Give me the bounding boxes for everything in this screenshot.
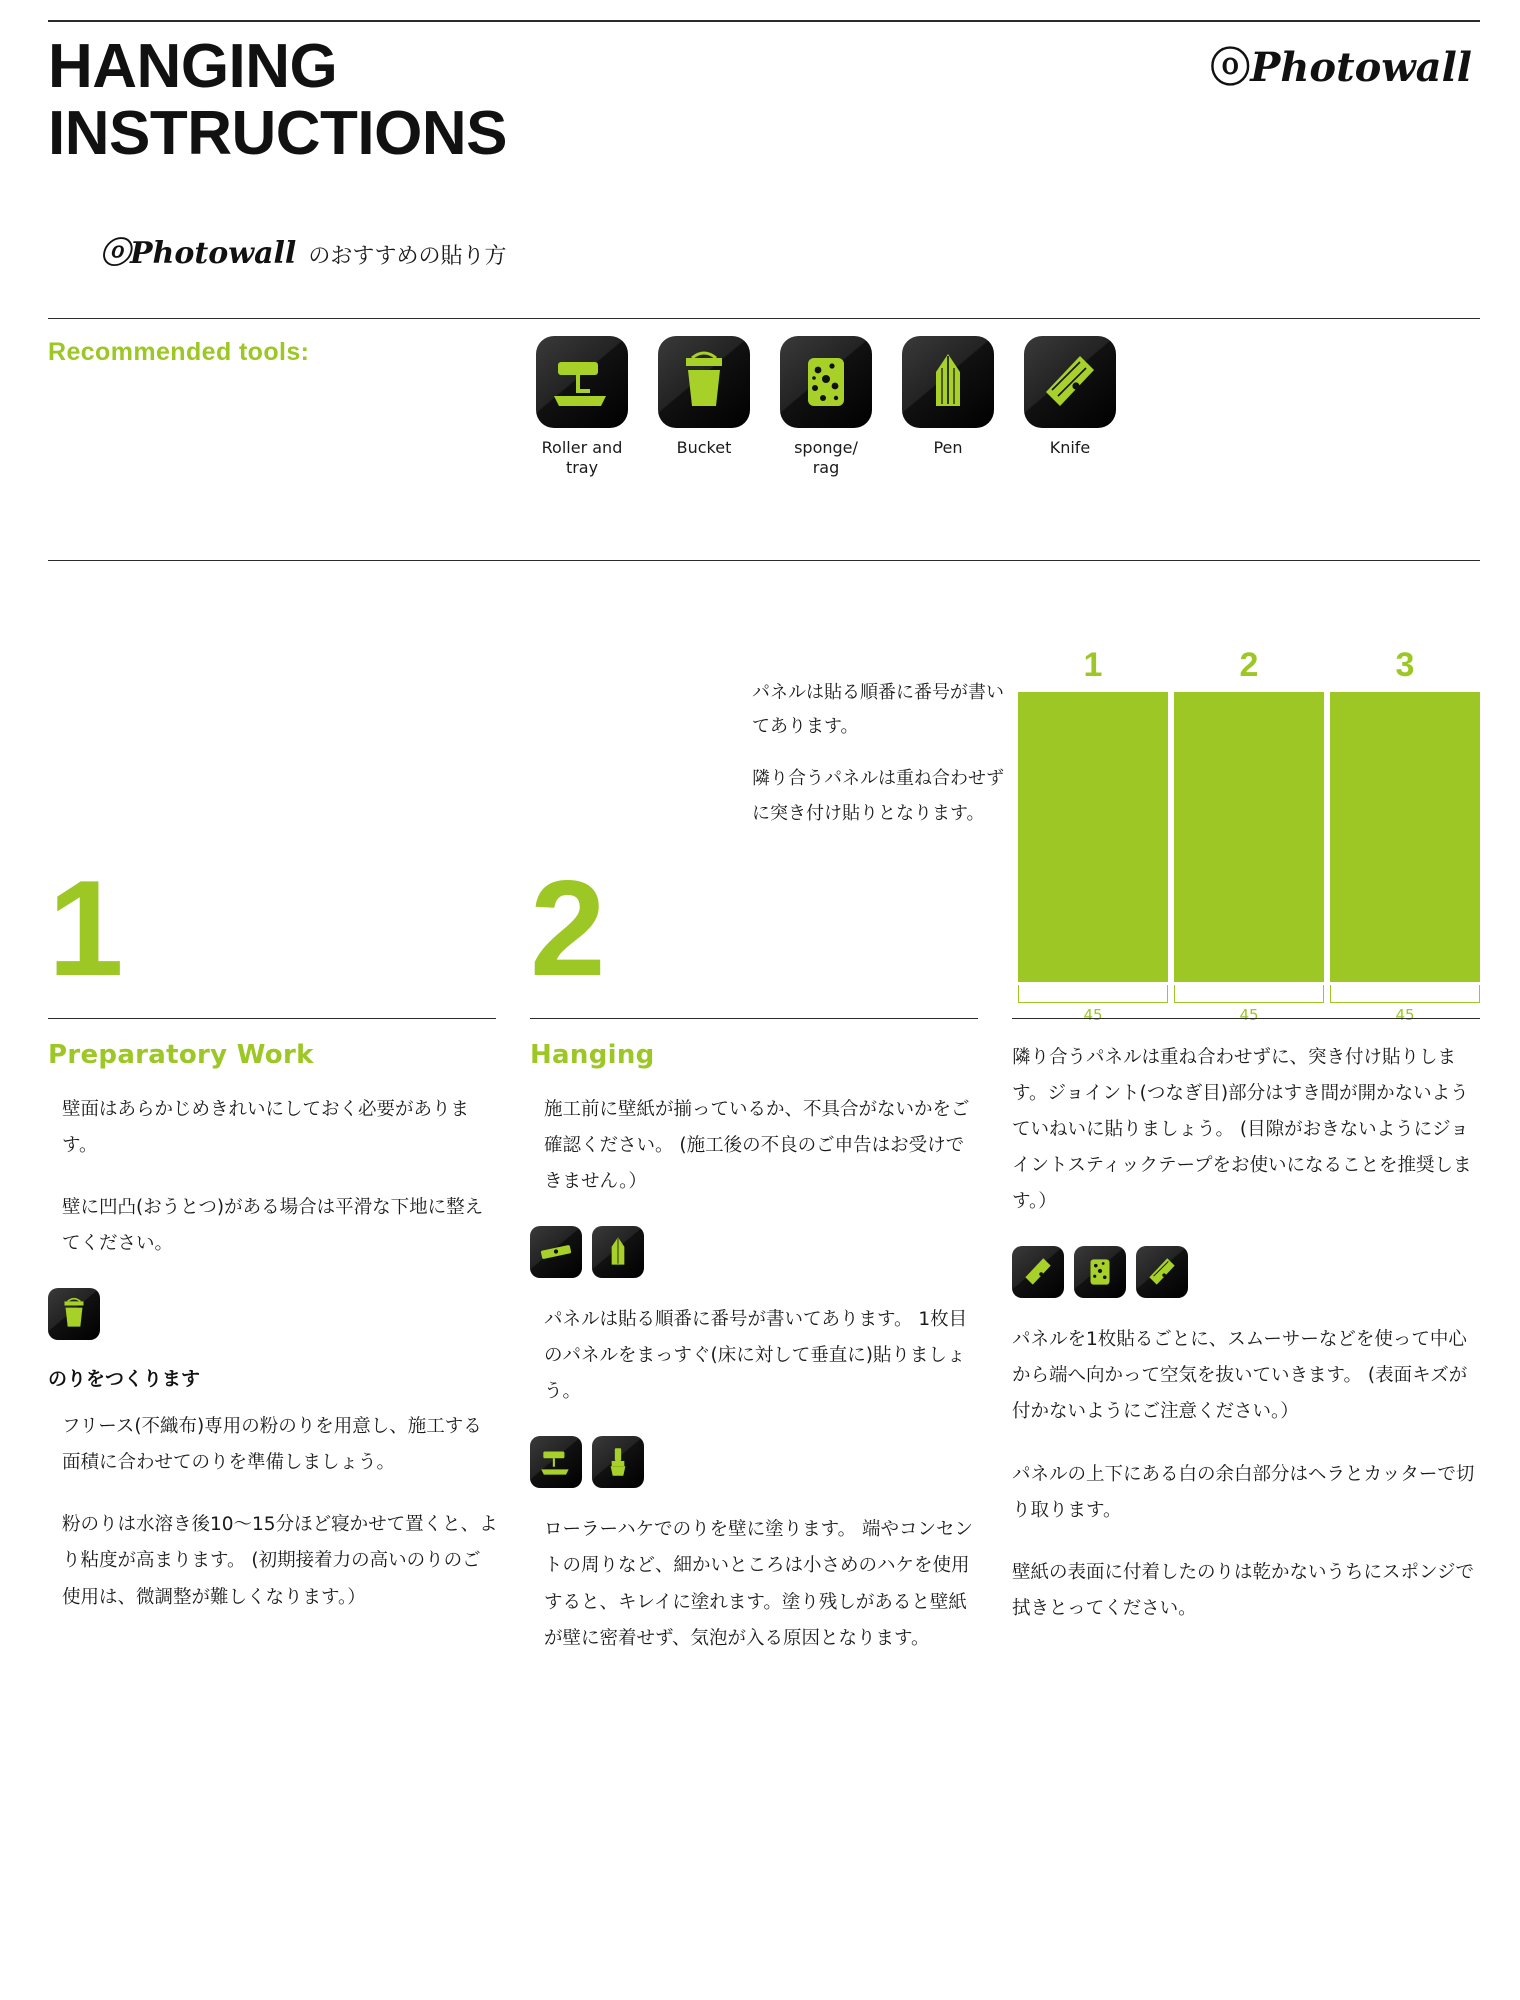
level-icon: [530, 1226, 582, 1278]
column-1-paragraph-1: 壁面はあらかじめきれいにしておく必要があります。: [62, 1099, 470, 1157]
panel-item: [1174, 648, 1324, 1024]
panel-rect: [1330, 692, 1480, 982]
tools-divider: [48, 560, 1480, 561]
column-1-bold-line: のりをつくります: [48, 1368, 201, 1391]
brush-icon: [592, 1436, 644, 1488]
page-title: [48, 34, 507, 168]
pen-icon: [902, 336, 994, 428]
knife-icon: [1012, 1246, 1064, 1298]
panel-width-label: 45: [1083, 1006, 1103, 1024]
column-2-paragraph-1: 施工前に壁紙が揃っているか、不具合がないかをご確認ください。 (施工後の不良のご申告はお受けできません。）: [544, 1099, 970, 1193]
photowall-logo: [1210, 36, 1472, 93]
bucket-icon: [48, 1288, 100, 1340]
column-1-icon-row: [48, 1288, 498, 1340]
column-3-paragraph-2: パネルを1枚貼るごとに、スムーサーなどを使って中心から端へ向かって空気を抜いていきます。 (表面キズが付かないようにご注意ください。）: [1012, 1329, 1468, 1423]
pen-icon: [592, 1226, 644, 1278]
tool-bucket: [658, 336, 750, 478]
column-2-icon-row-1: [530, 1226, 982, 1278]
panel-number: 1: [1083, 646, 1103, 684]
photowall-logo-mark: ⓞ: [1210, 45, 1251, 90]
column-1-divider: [48, 1018, 496, 1019]
photowall-logo-text: Photowall: [1250, 44, 1472, 91]
panel-width-brace: [1330, 985, 1480, 1003]
bucket-icon: [658, 336, 750, 428]
column-3-icon-row: [1012, 1246, 1482, 1298]
panel-diagram-notes: [752, 676, 1010, 849]
column-3-paragraph-3: パネルの上下にある白の余白部分はヘラとカッターで切り取ります。: [1012, 1463, 1475, 1521]
column-finishing: [1012, 1040, 1482, 1653]
step-number-1: 1: [48, 852, 124, 1004]
roller-and-tray-icon: [530, 1436, 582, 1488]
panel-rect: [1018, 692, 1168, 982]
tool-caption: Pen: [933, 438, 963, 457]
column-1-paragraph-4: 粉のりは水溶き後10～15分ほど寝かせて置くと、より粘度が高まります。 (初期接着力の高いのりのご使用は、微調整が難しくなります。）: [62, 1514, 498, 1608]
panel-item: [1330, 648, 1480, 1024]
smoother-icon: [1136, 1246, 1188, 1298]
photowall-logo-small-text: Photowall: [130, 236, 297, 271]
title-line-2: INSTRUCTIONS: [48, 98, 507, 168]
step-number-2: 2: [530, 852, 606, 1004]
tool-caption: Roller and tray: [541, 438, 623, 477]
subtitle-japanese: のおすすめの貼り方: [308, 244, 507, 269]
roller-and-tray-icon: [536, 336, 628, 428]
sponge-rag-icon: [780, 336, 872, 428]
panel-width-label: 45: [1239, 1006, 1259, 1024]
photowall-logo-small-mark: ⓞ: [100, 236, 130, 271]
tool-pen: [902, 336, 994, 478]
panel-note-1: パネルは貼る順番に番号が書いてあります。: [752, 682, 1004, 738]
column-2-paragraph-3: ローラーハケでのりを壁に塗ります。 端やコンセントの周りなど、細かいところは小さめのハケを使用すると、キレイに塗れます。塗り残しがあると壁紙が壁に密着せず、気泡が入る原因となります。: [544, 1519, 973, 1649]
subtitle-row: [100, 228, 507, 272]
title-divider: [48, 318, 1480, 319]
column-2-paragraph-2: パネルは貼る順番に番号が書いてあります。 1枚目のパネルをまっすぐ(床に対して垂直に)貼りましょう。: [544, 1309, 968, 1403]
panel-number: 3: [1395, 646, 1415, 684]
column-2-divider: [530, 1018, 978, 1019]
sponge-rag-icon: [1074, 1246, 1126, 1298]
recommended-tools-row: [536, 336, 1116, 478]
column-1-paragraph-2: 壁に凹凸(おうとつ)がある場合は平滑な下地に整えてください。: [62, 1197, 484, 1255]
panel-width-brace: [1174, 985, 1324, 1003]
tool-caption: sponge/ rag: [794, 438, 858, 477]
panel-rect: [1174, 692, 1324, 982]
panel-number: 2: [1239, 646, 1259, 684]
panel-item: [1018, 648, 1168, 1024]
column-2-heading: Hanging: [530, 1040, 655, 1070]
panel-width-label: 45: [1395, 1006, 1415, 1024]
recommended-tools-label: Recommended tools:: [48, 338, 310, 366]
tool-knife: [1024, 336, 1116, 478]
photowall-logo-small: [100, 228, 296, 272]
column-1-paragraph-3: フリース(不織布)専用の粉のりを用意し、施工する面積に合わせてのりを準備しましょう。: [62, 1416, 482, 1474]
panel-diagram: [1018, 648, 1480, 1024]
tool-caption: Knife: [1049, 438, 1091, 457]
tool-caption: Bucket: [676, 438, 732, 457]
column-3-paragraph-4: 壁紙の表面に付着したのりは乾かないうちにスポンジで拭きとってください。: [1012, 1561, 1475, 1619]
top-divider: [48, 20, 1480, 22]
column-1-heading: Preparatory Work: [48, 1040, 314, 1070]
tool-sponge-rag: [780, 336, 872, 478]
title-line-1: HANGING: [48, 32, 338, 101]
knife-icon: [1024, 336, 1116, 428]
column-2-icon-row-2: [530, 1436, 982, 1488]
tool-roller-and-tray: [536, 336, 628, 478]
column-preparatory-work: [48, 1040, 498, 1642]
column-hanging: [530, 1040, 982, 1683]
panel-width-brace: [1018, 985, 1168, 1003]
panel-note-2: 隣り合うパネルは重ね合わせずに突き付け貼りとなります。: [752, 768, 1004, 824]
column-3-paragraph-1: 隣り合うパネルは重ね合わせずに、突き付け貼りします。ジョイント(つなぎ目)部分はすき間が開かないようていねいに貼りましょう。 (目隙がおきないようにジョイントスティックテープをお使いになることを推奨します。）: [1012, 1047, 1472, 1213]
column-3-divider: [1012, 1018, 1480, 1019]
